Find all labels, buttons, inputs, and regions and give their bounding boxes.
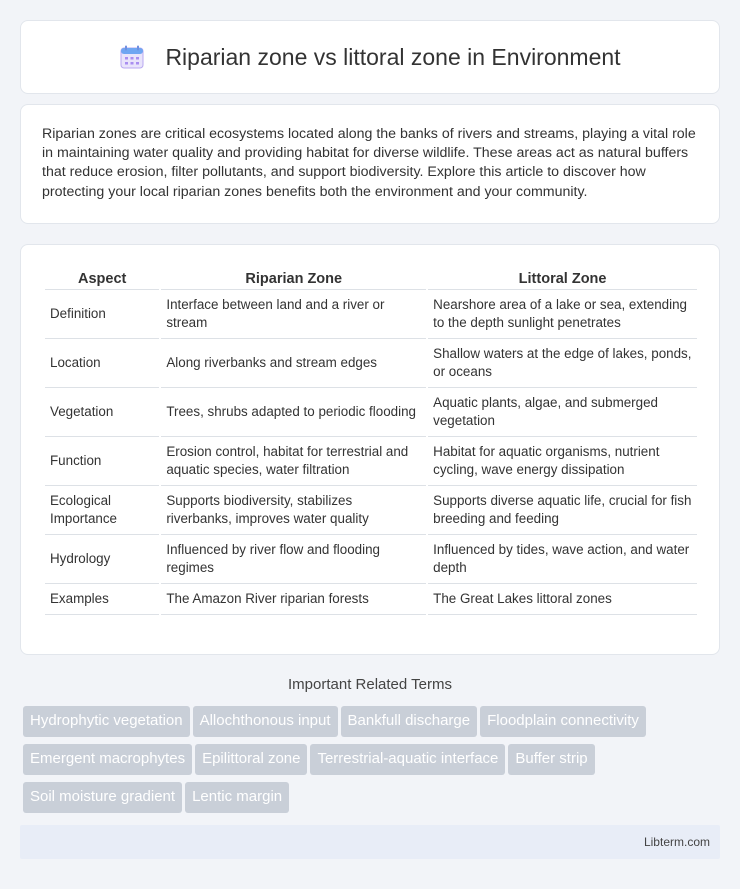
related-term-tag[interactable]: Floodplain connectivity [480, 706, 646, 737]
related-term-tag[interactable]: Allochthonous input [193, 706, 338, 737]
riparian-cell: Erosion control, habitat for terrestrial and aquatic species, water filtration [161, 437, 426, 486]
littoral-cell: The Great Lakes littoral zones [428, 584, 697, 615]
littoral-cell: Nearshore area of a lake or sea, extending to the depth sunlight penetrates [428, 290, 697, 339]
footer [20, 825, 720, 859]
table-row [45, 437, 697, 486]
comparison-table [43, 263, 699, 615]
aspect-cell: Ecological Importance [45, 486, 159, 535]
table-header-row [45, 263, 697, 290]
aspect-cell: Definition [45, 290, 159, 339]
related-term-tag[interactable]: Bankfull discharge [341, 706, 478, 737]
littoral-cell: Influenced by tides, wave action, and water depth [428, 535, 697, 584]
littoral-cell: Aquatic plants, algae, and submerged vegetation [428, 388, 697, 437]
related-term-tag[interactable]: Lentic margin [185, 782, 289, 813]
table-row [45, 290, 697, 339]
related-term-tag[interactable]: Buffer strip [508, 744, 594, 775]
intro-text: Riparian zones are critical ecosystems located along the banks of rivers and streams, playing a vital role in maintaining water quality and providing habitat for diverse wildlife. These areas act as natural buffers that reduce erosion, filter pollutants, and support biodiversity. Explore this article to discover how protecting your local riparian zones benefits both the environment and your community. [42, 126, 696, 200]
table-row [45, 486, 697, 535]
riparian-cell: The Amazon River riparian forests [161, 584, 426, 615]
riparian-cell: Influenced by river flow and flooding regimes [161, 535, 426, 584]
aspect-cell: Examples [45, 584, 159, 615]
table-row [45, 584, 697, 615]
related-term-tag[interactable]: Emergent macrophytes [23, 744, 192, 775]
littoral-cell: Habitat for aquatic organisms, nutrient cycling, wave energy dissipation [428, 437, 697, 486]
comparison-card [20, 244, 720, 655]
aspect-cell: Hydrology [45, 535, 159, 584]
intro-card [20, 104, 720, 224]
riparian-cell: Along riverbanks and stream edges [161, 339, 426, 388]
riparian-cell: Interface between land and a river or stream [161, 290, 426, 339]
related-term-tag[interactable]: Epilittoral zone [195, 744, 307, 775]
related-terms-title: Important Related Terms [288, 676, 452, 693]
related-terms-list [23, 706, 723, 820]
table-row [45, 388, 697, 437]
littoral-cell: Supports diverse aquatic life, crucial for fish breeding and feeding [428, 486, 697, 535]
littoral-cell: Shallow waters at the edge of lakes, ponds, or oceans [428, 339, 697, 388]
column-header-riparian: Riparian Zone [161, 263, 426, 290]
page-title: Riparian zone vs littoral zone in Environment [165, 43, 621, 70]
related-term-tag[interactable]: Soil moisture gradient [23, 782, 182, 813]
riparian-cell: Trees, shrubs adapted to periodic flooding [161, 388, 426, 437]
aspect-cell: Location [45, 339, 159, 388]
table-row [45, 535, 697, 584]
footer-site-link[interactable]: Libterm.com [643, 835, 710, 849]
column-header-aspect: Aspect [45, 263, 159, 290]
related-term-tag[interactable]: Terrestrial-aquatic interface [310, 744, 505, 775]
column-header-littoral: Littoral Zone [428, 263, 697, 290]
calendar-icon [119, 44, 145, 70]
related-term-tag[interactable]: Hydrophytic vegetation [23, 706, 190, 737]
riparian-cell: Supports biodiversity, stabilizes riverbanks, improves water quality [161, 486, 426, 535]
title-card [20, 20, 720, 94]
aspect-cell: Function [45, 437, 159, 486]
aspect-cell: Vegetation [45, 388, 159, 437]
table-row [45, 339, 697, 388]
